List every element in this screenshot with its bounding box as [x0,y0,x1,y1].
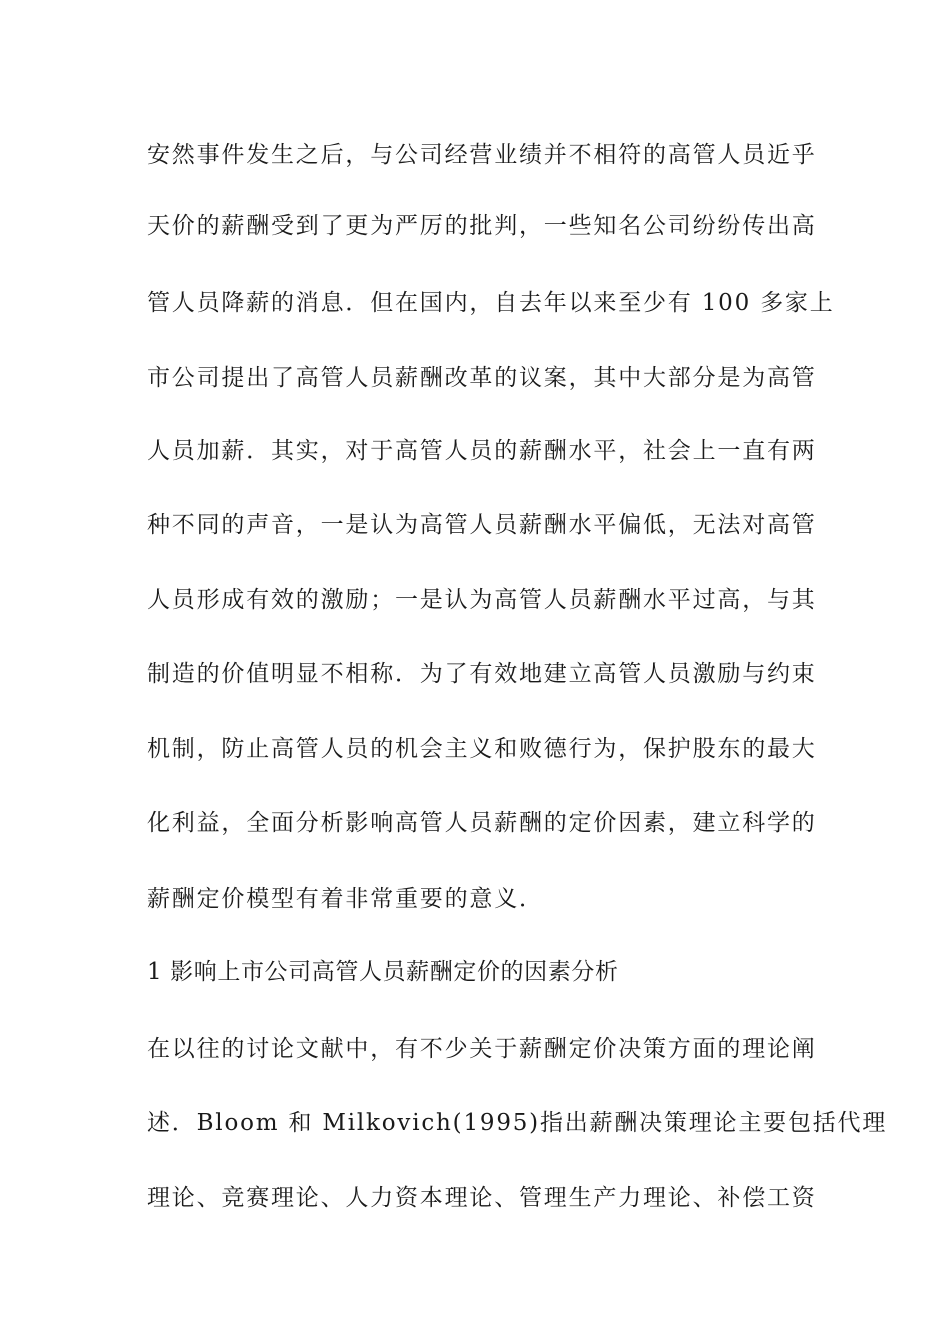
paragraph-line: 安然事件发生之后，与公司经营业绩并不相符的高管人员近乎 [147,142,817,168]
paragraph-line: 述．Bloom 和 Milkovich(1995)指出薪酬决策理论主要包括代理 [147,1110,888,1136]
paragraph-line: 在以往的讨论文献中，有不少关于薪酬定价决策方面的理论阐 [147,1036,817,1062]
paragraph-line: 人员加薪．其实，对于高管人员的薪酬水平，社会上一直有两 [147,438,817,464]
paragraph-line: 机制，防止高管人员的机会主义和败德行为，保护股东的最大 [147,736,817,762]
paragraph-line: 薪酬定价模型有着非常重要的意义． [147,886,544,912]
paragraph-line: 市公司提出了高管人员薪酬改革的议案，其中大部分是为高管 [147,365,817,391]
paragraph-line: 天价的薪酬受到了更为严厉的批判，一些知名公司纷纷传出高 [147,213,817,239]
paragraph-line: 人员形成有效的激励；一是认为高管人员薪酬水平过高，与其 [147,587,817,613]
section-heading: 1 影响上市公司高管人员薪酬定价的因素分析 [147,959,619,985]
paragraph-line: 制造的价值明显不相称．为了有效地建立高管人员激励与约束 [147,661,817,687]
paragraph-line: 管人员降薪的消息．但在国内，自去年以来至少有 100 多家上 [147,290,835,316]
paragraph-line: 化利益，全面分析影响高管人员薪酬的定价因素，建立科学的 [147,810,817,836]
paragraph-line: 种不同的声音，一是认为高管人员薪酬水平偏低，无法对高管 [147,512,817,538]
paragraph-line: 理论、竞赛理论、人力资本理论、管理生产力理论、补偿工资 [147,1185,817,1211]
